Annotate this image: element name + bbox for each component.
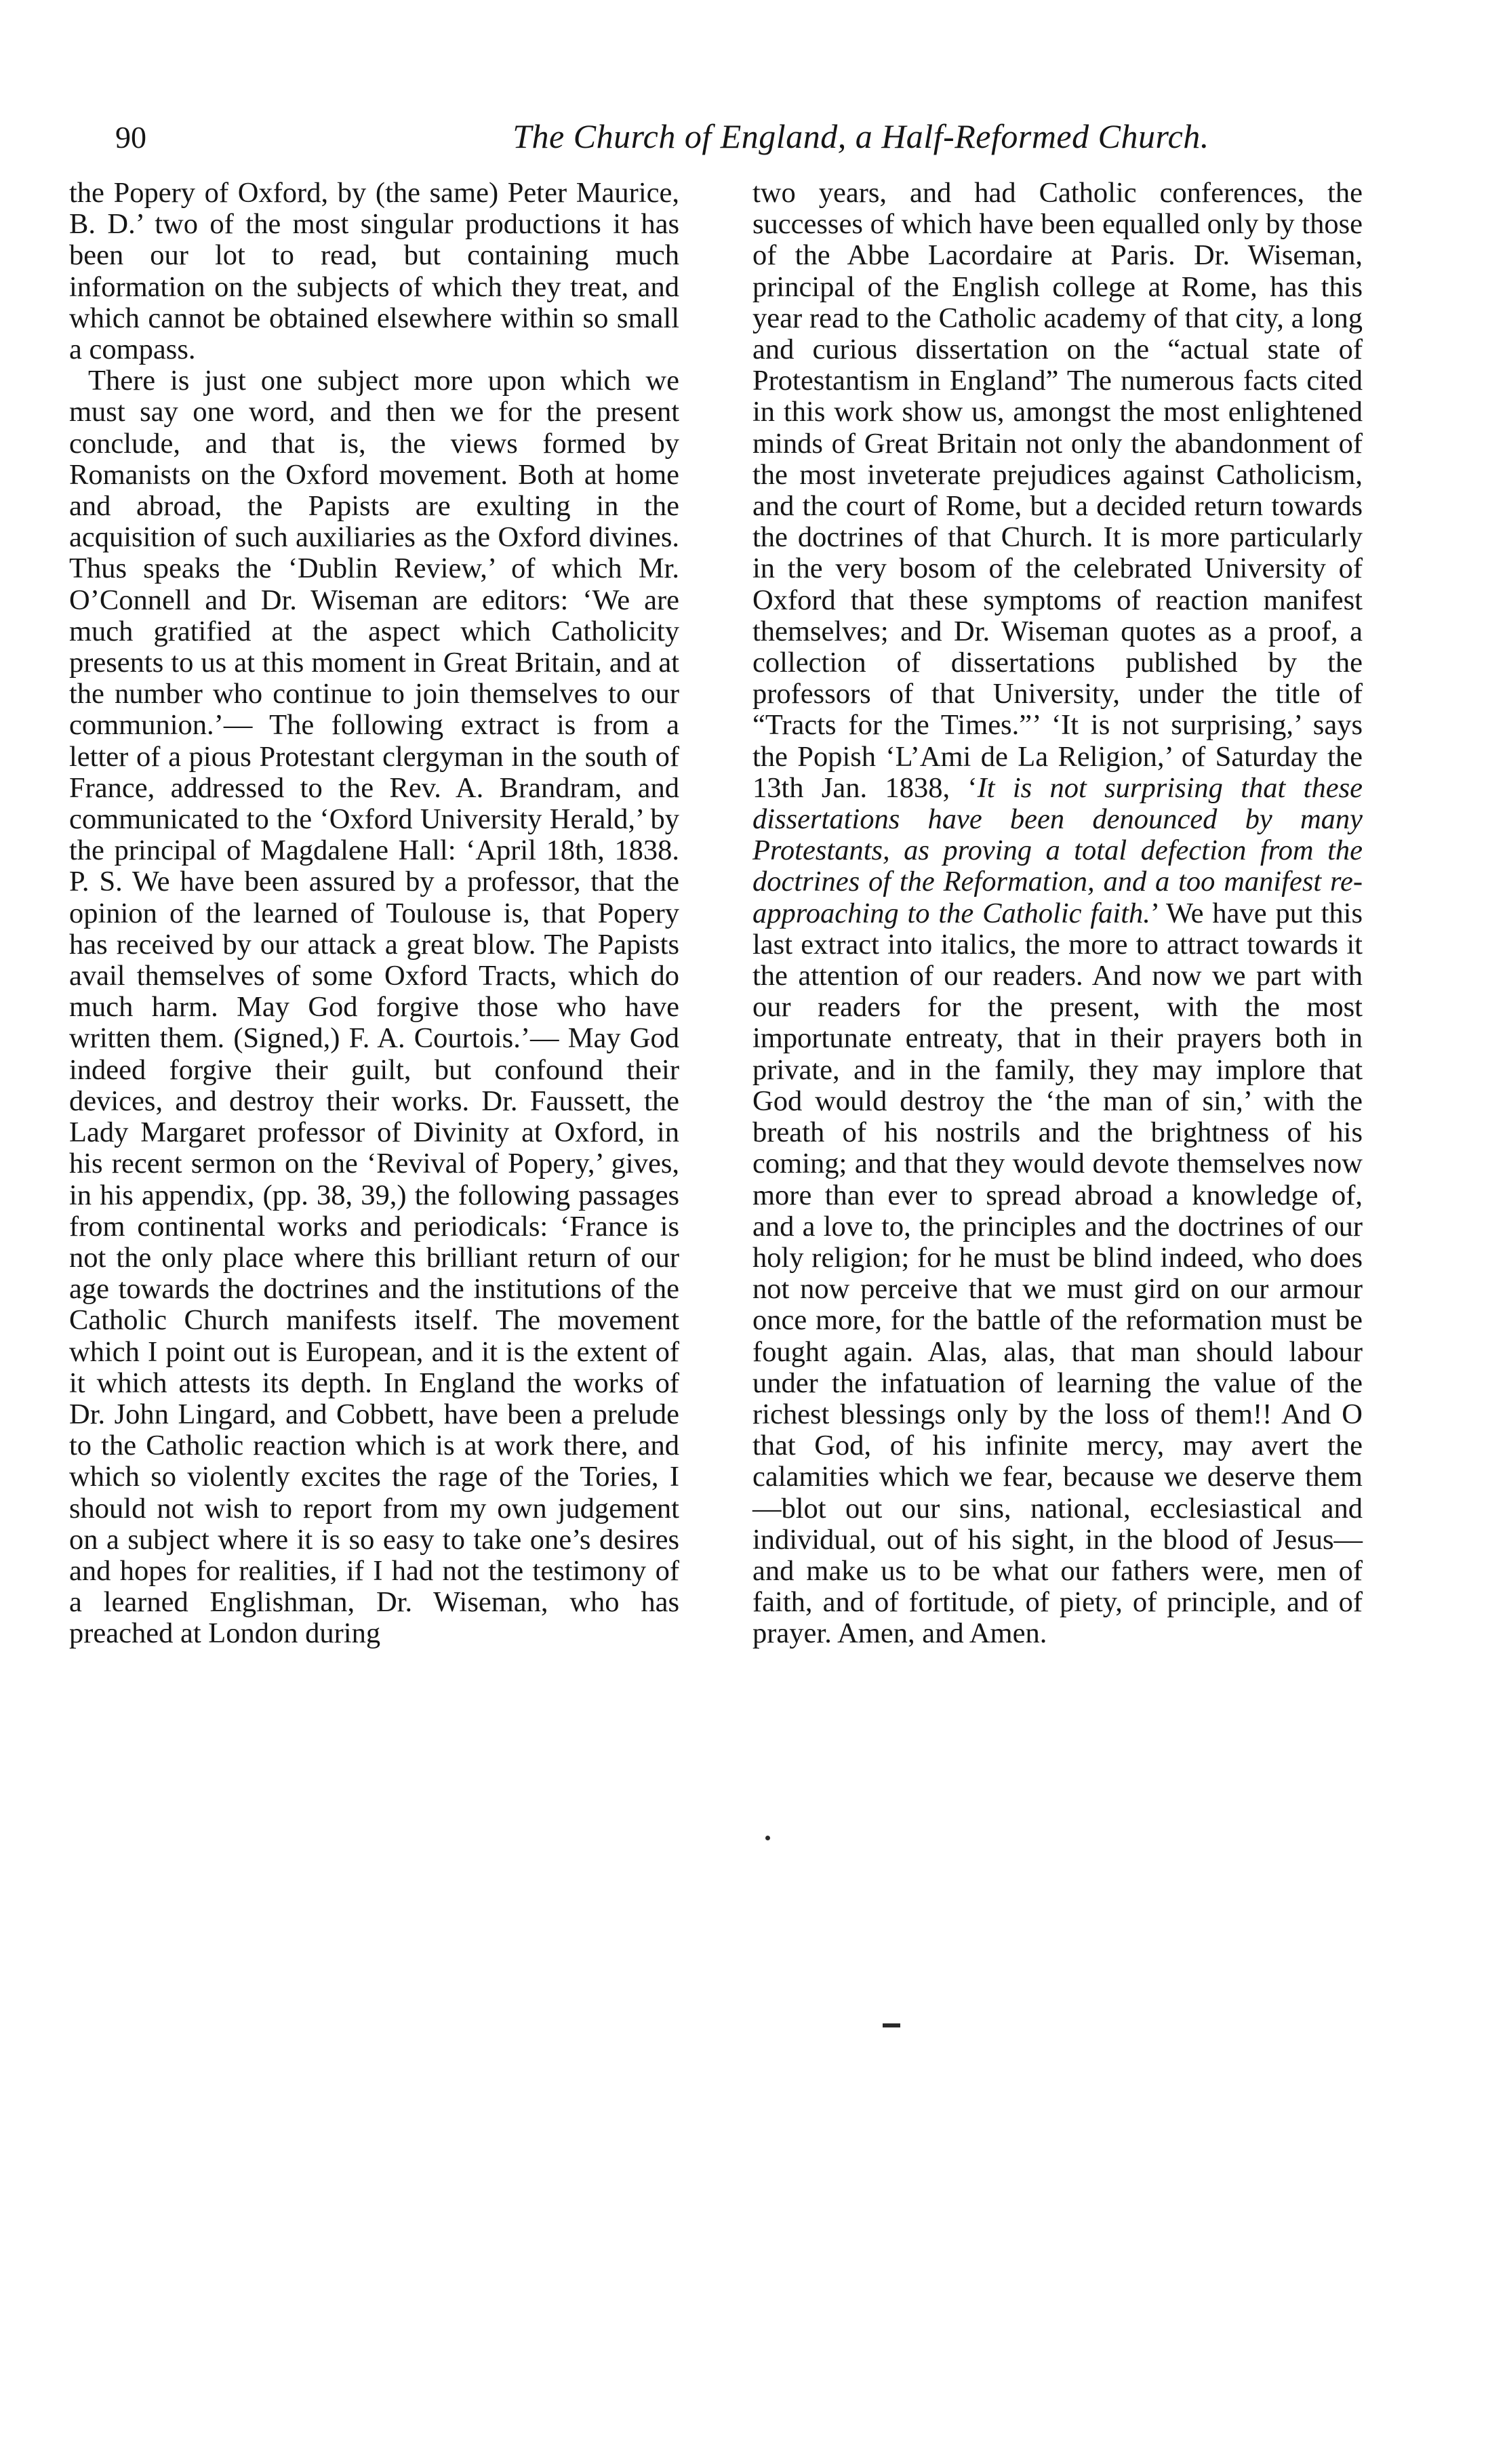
right-column <box>752 178 1363 1650</box>
paragraph-conclusion <box>752 178 1363 1650</box>
page-number: 90 <box>115 120 146 155</box>
paragraph-continuation: the Popery of Oxford, by (the same) Peter Maurice, B. D.’ two of the most singular productions it has been our lot to read, but containing much information on the subjects of which they treat, and which cannot be obtained elsewhere within so small a compass. <box>69 177 679 366</box>
stray-dash-mark <box>883 2023 900 2027</box>
left-column <box>69 178 679 1650</box>
italic-quote: It is not surprising that these dissertations have been denounced by many Protestants, as proving a total defection from the doctrines of the Reformation, and a too manifest re-approaching to the Catholic faith. <box>752 771 1363 929</box>
running-title: The Church of England, a Half-Reformed Church. <box>513 117 1209 155</box>
paragraph-oxford-movement: There is just one subject more upon which we must say one word, and then we for the present conclude, and that is, the views formed by Romanists on the Oxford movement. Both at home and abroad, the Papists are exulting in the acquisition of such auxiliaries as the Oxford divines. Thus speaks the ‘Dublin Review,’ of which Mr. O’Connell and Dr. Wiseman are editors: ‘We are much gratified at the aspect which Catholicity presents to us at this moment in Great Britain, and at the number who continue to join themselves to our communion.’— The following extract is from a letter of a pious Protestant clergyman in the south of France, addressed to the Rev. A. Brandram, and communicated to the ‘Oxford University Herald,’ by the principal of Magdalene Hall: ‘April 18th, 1838. P. S. We have been assured by a professor, that the opinion of the learned of Toulouse is, that Popery has received by our attack a great blow. The Papists avail themselves of some Oxford Tracts, which do much harm. May God forgive those who have written them. (Signed,) F. A. Courtois.’— May God indeed forgive their guilt, but confound their devices, and destroy their works. Dr. Faussett, the Lady Margaret professor of Divinity at Oxford, in his recent sermon on the ‘Revival of Popery,’ gives, in his appendix, (pp. 38, 39,) the following passages from continental works and periodicals: ‘France is not the only place where this brilliant return of our age towards the doctrines and the institutions of the Catholic Church manifests itself. The movement which I point out is European, and it is the extent of it which attests its depth. In England the works of Dr. John Lingard, and Cobbett, have been a prelude to the Catholic reaction which is at work there, and which so violently excites the rage of the Tories, I should not wish to report from my own judgement on a subject where it is so easy to take one’s desires and hopes for realities, if I had not the testimony of a learned Englishman, Dr. Wiseman, who has preached at London during <box>69 365 679 1650</box>
text-after-italic: ’ We have put this last extract into italics, the more to attract towards it the attention of our readers. And now we part with our readers for the present, with the most importunate entreaty, that in their prayers both in private, and in the family, they may implore that God would destroy the ‘the man of sin,’ with the breath of his nostrils and the brightness of his coming; and that they would devote themselves now more than ever to spread abroad a knowledge of, and a love to, the principles and the doctrines of our holy religion; for he must be blind indeed, who does not now perceive that we must gird on our armour once more, for the battle of the reformation must be fought again. Alas, alas, that man should labour under the infatuation of learning the value of the richest blessings only by the loss of them!! And O that God, of his infinite mercy, may avert the calamities which we fear, because we deserve them—blot out our sins, national, ecclesiastical and individual, out of his sight, in the blood of Jesus—and make us to be what our fathers were, men of faith, and of fortitude, of piety, of principle, and of prayer. Amen, and Amen. <box>752 897 1363 1650</box>
text-before-italic: two years, and had Catholic conferences, the successes of which have been equalled only by those of the Abbe Lacordaire at Paris. Dr. Wiseman, principal of the English college at Rome, has this year read to the Catholic academy of that city, a long and curious dissertation on the “actual state of Protestantism in England” The numerous facts cited in this work show us, amongst the most enlightened minds of Great Britain not only the abandonment of the most inveterate prejudices against Catholicism, and the court of Rome, but a decided return towards the doctrines of that Church. It is more particularly in the very bosom of the celebrated University of Oxford that these symptoms of reaction manifest themselves; and Dr. Wiseman quotes as a proof, a collection of dissertations published by the professors of that University, under the title of “Tracts for the Times.”’ ‘It is not surprising,’ says the Popish ‘L’Ami de La Religion,’ of Saturday the 13th Jan. 1838, ‘ <box>752 177 1363 804</box>
stray-dot-mark <box>765 1836 770 1840</box>
